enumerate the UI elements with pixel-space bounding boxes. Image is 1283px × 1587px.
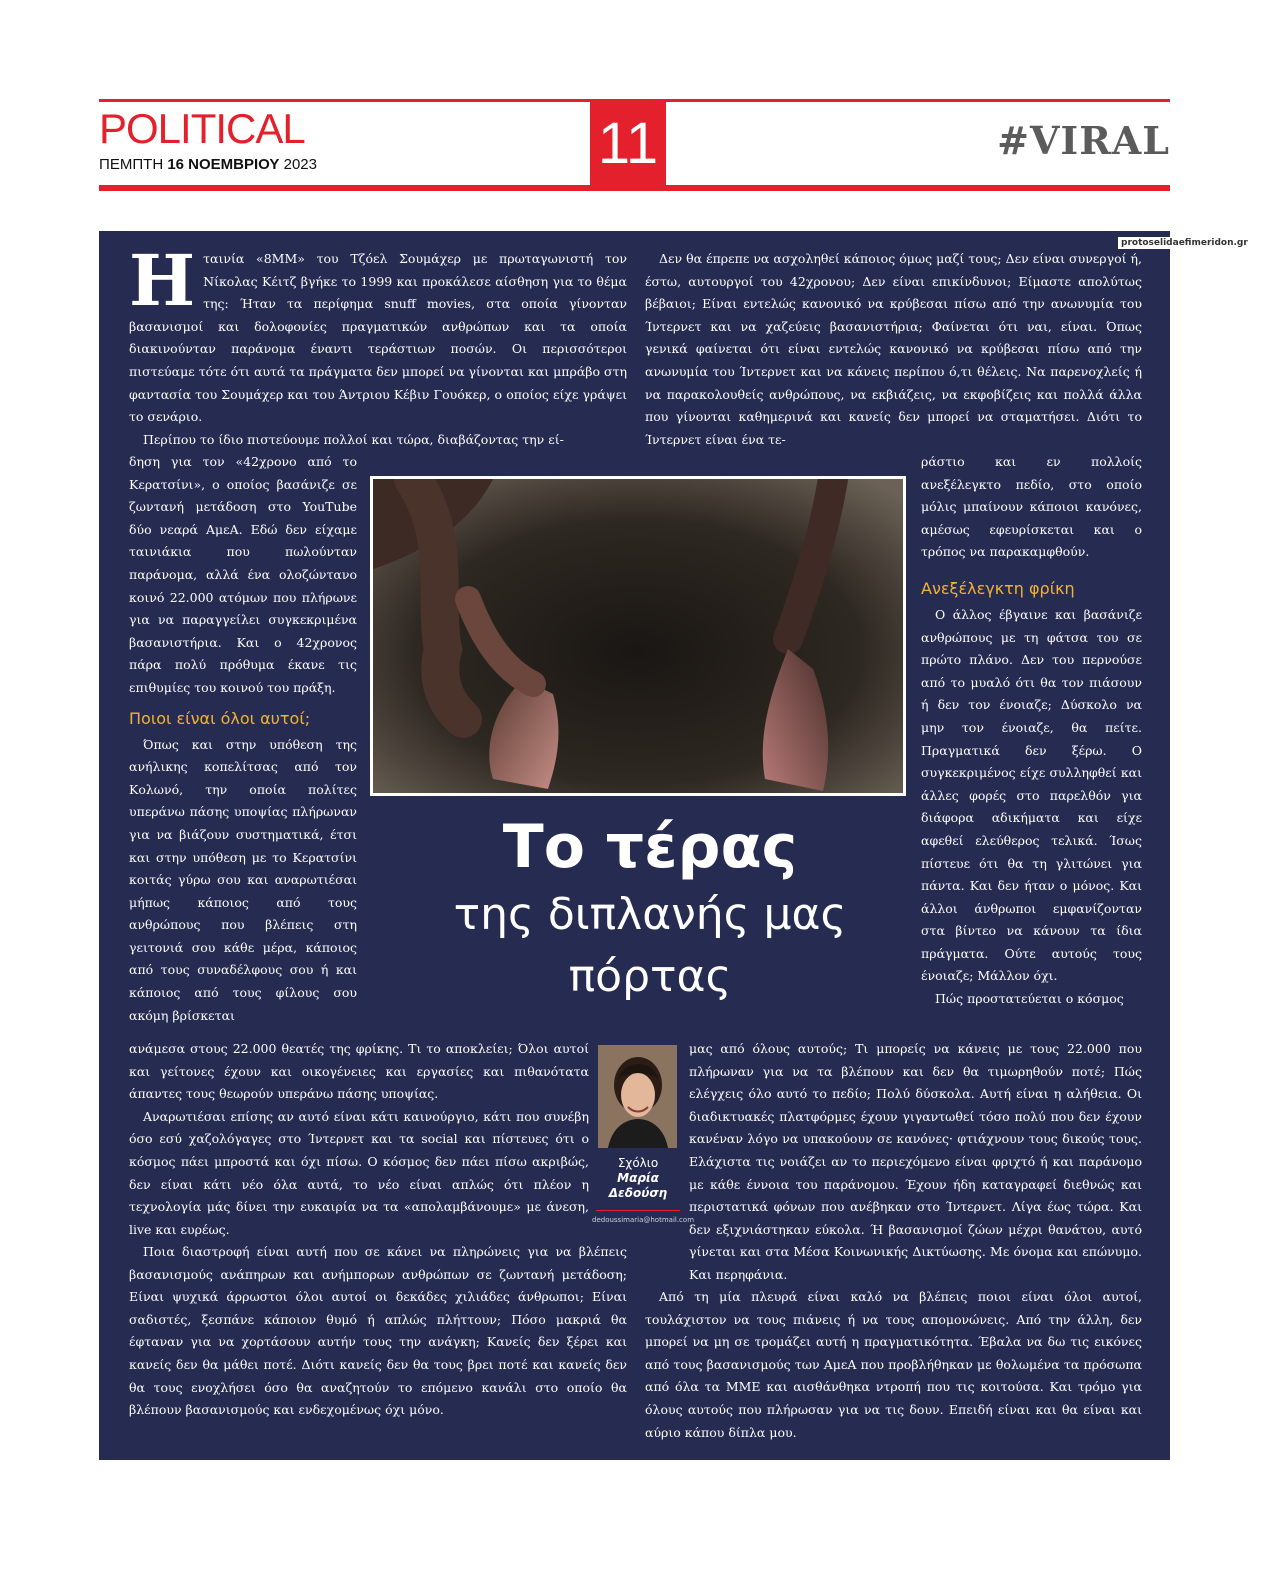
paragraph-7: Ο άλλος έβγαινε και βασάνιζε ανθρώπους με τη φάτσα του σε πρώτο πλάνο. Δεν του περνούσε από το μυαλό ότι θα τον πιάσουν ή δεν τον ένοιαζε; Δύσκολο να μην τον ένοιαζε, θα πείτε. Πραγματικά δεν ξέρω. Ο συγκεκριμένος είχε συλληφθεί και άλλες φορές στο παρελθόν για διάφορα αδικήματα και είχε αφεθεί ελεύθερος τελικά. Ίσως πίστευε ότι θα τη γλιτώνει για πάντα. Και δεν ήταν ο μόνος. Και άλλοι άνθρωποι εμφανίζονταν στα βίντεο να κάνουν τα ίδια πράγματα. Ούτε αυτούς τους ένοιαζε; Μάλλον όχι. xyxy=(921,606,1142,984)
author-portrait-illustration xyxy=(598,1045,677,1148)
header-bottom-rule xyxy=(99,185,1170,191)
date-day-month: 16 ΝΟΕΜΒΡΙΟΥ xyxy=(167,156,280,173)
article-left-bottom-b xyxy=(129,1241,627,1422)
paragraph-3-end: ανάμεσα στους 22.000 θεατές της φρίκης. Τι το αποκλείει; Όλοι αυτοί και γείτονες έχουν και οικογένειες και εργασίες και πιθανότατα άπαντες τους θεωρούν υπεράνω πάσης υποψίας. xyxy=(129,1041,589,1102)
subheading-who: Ποιοι είναι όλοι αυτοί; xyxy=(129,708,311,728)
paragraph-2-end: δηση για τον «42χρονο από το Κερατσίνι», ο οποίος βασάνιζε σε ζωντανή μετάδοση στο YouTube δύο νεαρά ΑμεΑ. Εδώ δεν είχαμε ταινιάκια που πωλούνταν παράνομα, αλλά ένα ολοζώντανο κοινό 22.000 ατόμων που πλήρωνε για να παραγγείλει συγκεκριμένα βασανιστήρια. Και ο 42χρονος πάρα πολύ πρόθυμα έκανε τις επιθυμίες του κοινού του πράξη. xyxy=(129,454,357,695)
headline-line-1: Το τέρας xyxy=(502,812,798,882)
site-watermark[interactable]: protoselidaefimeridon.gr xyxy=(1118,237,1251,249)
paragraph-4: Αναρωτιέσαι επίσης αν αυτό είναι κάτι καινούργιο, κάτι που συνέβη όσο εσύ χαζολόγαγες στο Ίντερνετ και τα social και πίστευες ότι ο κόσμος πάει μπροστά και όχι πίσω. Ο κόσμος δεν πάει πίσω ακριβώς, δεν είναι κάτι νέο όλα αυτά, το νέο είναι απλώς ότι πλέον η τεχνολογία μάς δίνει την ευκαιρία να τα «απολαμβάνουμε» με άνεση, live και ευρέως. xyxy=(129,1108,589,1237)
paragraph-6-end: ράστιο και εν πολλοίς ανεξέλεγκτο πεδίο, στο οποίο μόλις μπαίνουν κάποιοι κανόνες, αμέσως εφευρίσκεται και ο τρόπος να παρακαμφθούν. xyxy=(921,454,1142,560)
article-headline xyxy=(380,810,920,1008)
issue-date xyxy=(99,156,317,173)
publication-logo: POLITICAL xyxy=(99,105,305,152)
author-email[interactable]: dedoussimaria@hotmail.com xyxy=(592,1216,695,1224)
page-number: 11 xyxy=(590,102,666,185)
author-avatar xyxy=(598,1045,677,1148)
paragraph-8-start: Πώς προστατεύεται ο κόσμος xyxy=(935,991,1124,1007)
article-right-top xyxy=(645,248,1142,451)
byline-label: Σχόλιο xyxy=(617,1156,659,1170)
date-year: 2023 xyxy=(279,156,317,173)
article-intro xyxy=(129,239,627,451)
subheading-uncontrolled-horror: Ανεξέλεγκτη φρίκη xyxy=(921,578,1075,598)
author-byline xyxy=(596,1156,680,1201)
hands-photo-illustration xyxy=(373,479,903,793)
author-last-name: Δεδούση xyxy=(608,1186,668,1200)
section-title: #VIRAL xyxy=(997,118,1170,163)
paragraph-6-start: Δεν θα έπρεπε να ασχοληθεί κάποιος όμως μαζί τους; Δεν είναι συνεργοί ή, έστω, αυτουργοί του 42χρονου; Δεν είναι επικίνδυνοι; Είμαστε απολύτως βέβαιοι; Είναι εντελώς κανονικό να κρύβεσαι πίσω από την ανωνυμία του Ίντερνετ και να χαζεύεις βασανιστήρια; Φαίνεται ότι ναι, είναι. Όπως γενικά φαίνεται ότι είναι εντελώς κανονικό να κρύβεσαι πίσω από την ανωνυμία του Ίντερνετ και να κάνεις περίπου ό,τι θέλεις. Να παρενοχλείς ή να παρακολουθείς ανθρώπους, να εκβιάζεις, να εκφοβίζεις και πολλά άλλα που γίνονται καθημερινά και κανείς δεν μπορεί να σταματήσει. Διότι το Ίντερνετ είναι ένα τε- xyxy=(645,251,1142,447)
article-right-bottom-b xyxy=(645,1286,1142,1444)
paragraph-3-start: Όπως και στην υπόθεση της ανήλικης κοπελίτσας από τον Κολωνό, την οποία πολίτες υπεράνω πάσης υποψίας πλήρωναν για να βιάζουν συστηματικά, έτσι και στην υπόθεση με το Κερατσίνι κοιτάς γύρω σου και αναρωτιέσαι μήπως κάποιος από τους ανθρώπους που βλέπεις στη γειτονιά σου κάθε μέρα, κάποιος από τους συναδέλφους σου ή και κάποιος από τους φίλους σου ακόμη βρίσκεται xyxy=(129,736,357,1023)
author-divider xyxy=(596,1210,680,1211)
paragraph-8-end: μας από όλους αυτούς; Τι μπορείς να κάνεις με τους 22.000 που πλήρωναν για να τα βλέπουν και δεν θα τιμωρηθούν ποτέ; Πώς ελέγχεις όλο αυτό το πεδίο; Πολύ δύσκολα. Αυτή είναι η αλήθεια. Οι διαδικτυακές πλατφόρμες έχουν γιγαντωθεί τόσο πολύ που δεν έχουν κανέναν λόγο να υπακούουν σε κανόνες· φτιάχνουν τους δικούς τους. Ελάχιστα τις νοιάζει αν το περιεχόμενο είναι φριχτό ή και παράνομο με κάθε έννοια του παράνομου. Έχουν ήδη καταγραφεί διεθνώς και περιστατικά φόνων που ανέβηκαν στο Ίντερνετ. Λίγα έως τώρα. Και δεν εξιχνιάστηκαν εύκολα. Ή βασανισμοί ζώων μέχρι θανάτου, αυτό γίνεται και στα Μέσα Κοινωνικής Δικτύωσης. Με όνομα και επώνυμο. Και περηφάνια. xyxy=(689,1041,1142,1282)
article-left-narrow xyxy=(129,451,357,1027)
article-photo xyxy=(370,476,906,796)
paragraph-1: ταινία «8MM» του Τζόελ Σουμάχερ με πρωταγωνιστή τον Νίκολας Κέιτζ βγήκε το 1999 και προκάλεσε αίσθηση για το θέμα της: Ήταν τα περίφημα snuff movies, στα οποία γίνονταν βασανισμοί και δολοφονίες πραγματικών ανθρώπων και τα οποία διακινούνταν παράνομα έναντι τεράστιων ποσών. Οι περισσότεροι πιστεύαμε τότε ότι αυτά τα πράγματα δεν μπορεί να γίνονται και μπράβο στη φαντασία του Σουμάχερ και του Άντριου Κέβιν Γουόκερ, ο οποίος είχε γράψει το σενάριο. xyxy=(129,251,627,425)
article-left-bottom-a xyxy=(129,1038,589,1241)
author-first-name: Μαρία xyxy=(617,1171,659,1185)
date-weekday: ΠΕΜΠΤΗ xyxy=(99,156,168,173)
paragraph-2-start: Περίπου το ίδιο πιστεύουμε πολλοί και τώρα, διαβάζοντας την εί- xyxy=(143,431,564,447)
article-right-narrow xyxy=(921,451,1142,1011)
headline-line-2: της διπλανής μας xyxy=(453,889,847,940)
drop-cap: Η xyxy=(129,239,196,322)
paragraph-5: Ποια διαστροφή είναι αυτή που σε κάνει να πληρώνεις για να βλέπεις βασανισμούς ανάπηρων και ανήμπορων ανθρώπων σε ζωντανή μετάδοση; Είναι ψυχικά άρρωστοι όλοι αυτοί οι δεκάδες χιλιάδες άνθρωποι; Είναι σαδιστές, ξεσπάνε κάποιον θυμό ή απλώς πλήττουν; Πόσο μακριά θα έφταναν για να χορτάσουν αυτήν τους την ανάγκη; Κανείς δεν ξέρει και κανείς δεν θα μάθει ποτέ. Διότι κανείς δεν θα τους βρει ποτέ και κανείς δεν θα τους ενοχλήσει όσο θα αναζητούν το επόμενο κανάλι στο οποίο θα βλέπουν βασανισμούς και ενδεχομένως όχι μόνο. xyxy=(129,1244,627,1418)
headline-line-3: πόρτας xyxy=(568,951,732,1002)
article-right-bottom-a xyxy=(689,1038,1142,1287)
paragraph-9: Από τη μία πλευρά είναι καλό να βλέπεις ποιοι είναι όλοι αυτοί, τουλάχιστον να τους πιάνεις ή να τους απομονώνεις. Από την άλλη, δεν μπορεί να μη σε τρομάζει αυτή η πραγματικότητα. Έβαλα να δω τις εικόνες από τους βασανισμούς των ΑμεΑ που προβλήθηκαν με θολωμένα τα πρόσωπα από όλα τα ΜΜΕ και αισθάνθηκα ντροπή που τις κοιτούσα. Και τρόμο για όλους αυτούς που πλήρωσαν για να τις δουν. Επειδή είναι και θα είναι και αύριο κάπου δίπλα μου. xyxy=(645,1289,1142,1440)
